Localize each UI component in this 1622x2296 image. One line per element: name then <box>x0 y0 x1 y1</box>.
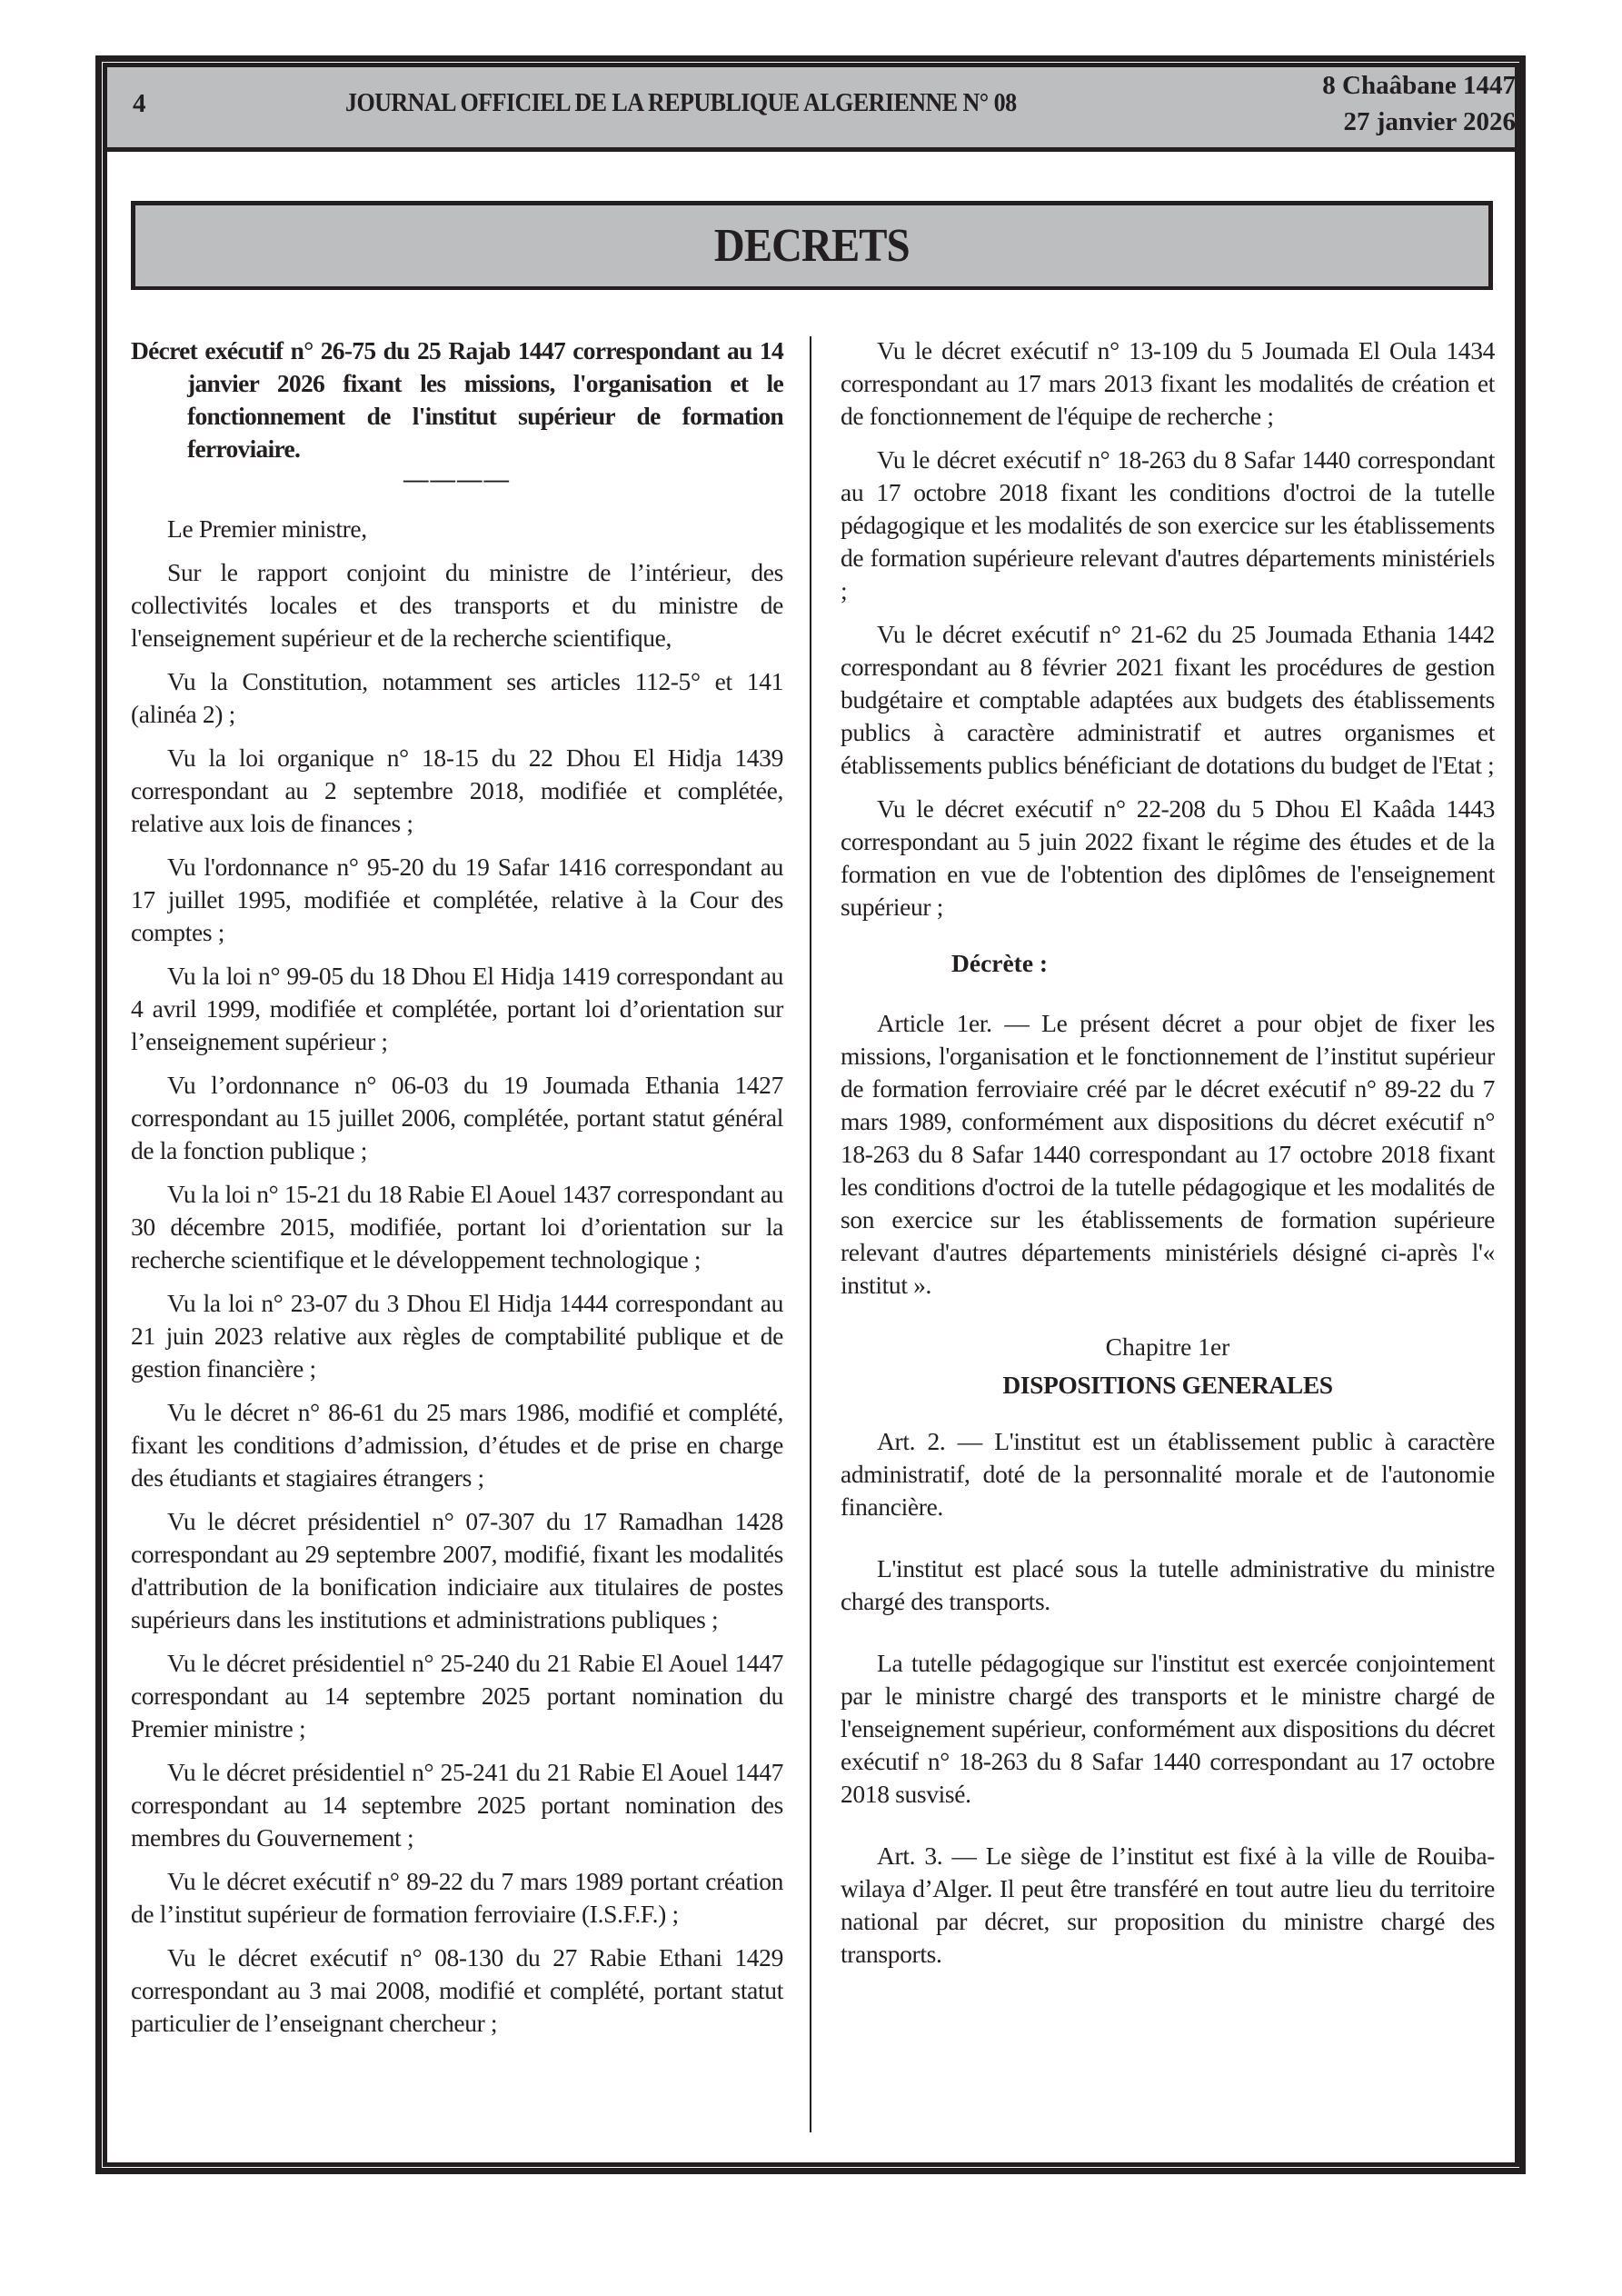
visa-paragraph: Vu l'ordonnance n° 95-20 du 19 Safar 1416 correspondant au 17 juillet 1995, modifiée et complétée, relative à la Cour des comptes ; <box>131 853 783 946</box>
visa-paragraph: Vu le décret présidentiel n° 25-241 du 21 Rabie El Aouel 1447 correspondant au 14 septembre 2025 portant nomination des membres du Gouvernement ; <box>131 1758 783 1852</box>
decree-title <box>131 334 783 465</box>
article-2: Art. 2. — L'institut est un établissement public à caractère administratif, doté de la personnalité morale et de l'autonomie financière. <box>841 1427 1495 1521</box>
article-1: Article 1er. — Le présent décret a pour objet de fixer les missions, l'organisation et le fonctionnement de l’institut supérieur de formation ferroviaire créé par le décret exécutif n° 89-22 du 7 mars 1989, conformément aux dispositions du décret exécutif n° 18-263 du 8 Safar 1440 correspondant au 17 octobre 2018 fixant les conditions d'octroi de la tutelle pédagogique et les modalités de son exercice sur les établissements de formation supérieure relevant d'autres départements ministériels désigné ci-après l'« institut ». <box>841 1009 1495 1299</box>
decree-title-rest: au 14 janvier 2026 fixant les missions, l'organisation et le fonctionnement de l'institut supérieur de formation ferroviaire. <box>187 336 783 463</box>
decree-title-line-1: Décret exécutif n° 26-75 du 25 Rajab 1447 correspondant <box>131 336 720 364</box>
date-gregorian: 27 janvier 2026 <box>1343 107 1516 136</box>
page-number: 4 <box>133 89 146 118</box>
title-separator: ———— <box>403 464 511 493</box>
section-banner <box>131 201 1493 290</box>
visa-paragraph: Vu le décret exécutif n° 89-22 du 7 mars 1989 portant création de l’institut supérieur de formation ferroviaire (I.S.F.F.) ; <box>131 1867 783 1928</box>
visa-paragraph: Vu le décret présidentiel n° 25-240 du 21 Rabie El Aouel 1447 correspondant au 14 septembre 2025 portant nomination du Premier ministre ; <box>131 1649 783 1742</box>
date-hijri: 8 Chaâbane 1447 <box>1322 71 1516 100</box>
visa-paragraph: Vu le décret exécutif n° 13-109 du 5 Joumada El Oula 1434 correspondant au 17 mars 2013 fixant les modalités de création et de fonctionnement de l'équipe de recherche ; <box>841 336 1495 430</box>
visa-paragraph: Vu le décret exécutif n° 18-263 du 8 Safar 1440 correspondant au 17 octobre 2018 fixant les conditions d'octroi de la tutelle pédagogique et les modalités de son exercice sur les établissements de formation supérieure relevant d'autres départements ministériels ; <box>841 445 1495 604</box>
article-3: Art. 3. — Le siège de l’institut est fixé à la ville de Rouiba-wilaya d’Alger. Il peut être transféré en tout autre lieu du territoire national par décret, sur proposition du ministre chargé des transports. <box>841 1842 1495 1968</box>
visa-paragraph: Vu la loi n° 99-05 du 18 Dhou El Hidja 1419 correspondant au 4 avril 1999, modifiée et complétée, portant loi d’orientation sur l’enseignement supérieur ; <box>131 962 783 1055</box>
preamble-paragraph: Sur le rapport conjoint du ministre de l’intérieur, des collectivités locales et des transports et du ministre de l'enseignement supérieur et de la recherche scientifique, <box>131 558 783 652</box>
chapter-label: Chapitre 1er <box>1105 1333 1230 1361</box>
visa-paragraph: Vu le décret exécutif n° 21-62 du 25 Joumada Ethania 1442 correspondant au 8 février 2021 fixant les procédures de gestion budgétaire et comptable adaptées aux budgets des établissements publics à caractère administratif et autres organismes et établissements publics bénéficiant de dotations du budget de l'Etat ; <box>841 620 1495 779</box>
preamble-paragraph: Le Premier ministre, <box>167 514 367 543</box>
article-2-paragraph: La tutelle pédagogique sur l'institut est exercée conjointement par le ministre chargé des transports et le ministre chargé de l'enseignement supérieur, conformément aux dispositions du décret exécutif n° 18-263 du 8 Safar 1440 correspondant au 17 octobre 2018 susvisé. <box>841 1649 1495 1808</box>
journal-title: JOURNAL OFFICIEL DE LA REPUBLIQUE ALGERIENNE N° 08 <box>345 89 1017 117</box>
visa-paragraph: Vu le décret n° 86-61 du 25 mars 1986, modifié et complété, fixant les conditions d’admission, d’études et de prise en charge des étudiants et stagiaires étrangers ; <box>131 1398 783 1492</box>
visa-paragraph: Vu le décret exécutif n° 22-208 du 5 Dhou El Kaâda 1443 correspondant au 5 juin 2022 fixant le régime des études et de la formation en vue de l'obtention des diplômes de l'enseignement supérieur ; <box>841 794 1495 921</box>
right-column <box>841 334 1495 1982</box>
article-2-paragraph: L'institut est placé sous la tutelle administrative du ministre chargé des transports. <box>841 1554 1495 1615</box>
section-title: DECRETS <box>714 220 910 272</box>
visa-paragraph: Vu la Constitution, notamment ses articles 112-5° et 141 (alinéa 2) ; <box>131 667 783 728</box>
column-divider <box>810 336 811 2132</box>
visa-paragraph: Vu la loi n° 23-07 du 3 Dhou El Hidja 1444 correspondant au 21 juin 2023 relative aux règles de comptabilité publique et de gestion financière ; <box>131 1289 783 1383</box>
decrete-label: Décrète : <box>951 949 1049 977</box>
visa-paragraph: Vu le décret exécutif n° 08-130 du 27 Rabie Ethani 1429 correspondant au 3 mai 2008, modifié et complété, portant statut particulier de l’enseignant chercheur ; <box>131 1943 783 2037</box>
left-column <box>131 334 783 2051</box>
chapter-title: DISPOSITIONS GENERALES <box>1002 1371 1333 1399</box>
visa-paragraph: Vu le décret présidentiel n° 07-307 du 17 Ramadhan 1428 correspondant au 29 septembre 2007, modifié, fixant les modalités d'attribution de la bonification indiciaire aux titulaires de postes supérieurs dans les institutions et administrations publiques ; <box>131 1507 783 1633</box>
visa-paragraph: Vu la loi organique n° 18-15 du 22 Dhou El Hidja 1439 correspondant au 2 septembre 2018, modifiée et complétée, relative aux lois de finances ; <box>131 744 783 837</box>
visa-paragraph: Vu la loi n° 15-21 du 18 Rabie El Aouel 1437 correspondant au 30 décembre 2015, modifiée, portant loi d’orientation sur la recherche scientifique et le développement technologique ; <box>131 1180 783 1273</box>
visa-paragraph: Vu l’ordonnance n° 06-03 du 19 Joumada Ethania 1427 correspondant au 15 juillet 2006, complétée, portant statut général de la fonction publique ; <box>131 1071 783 1164</box>
